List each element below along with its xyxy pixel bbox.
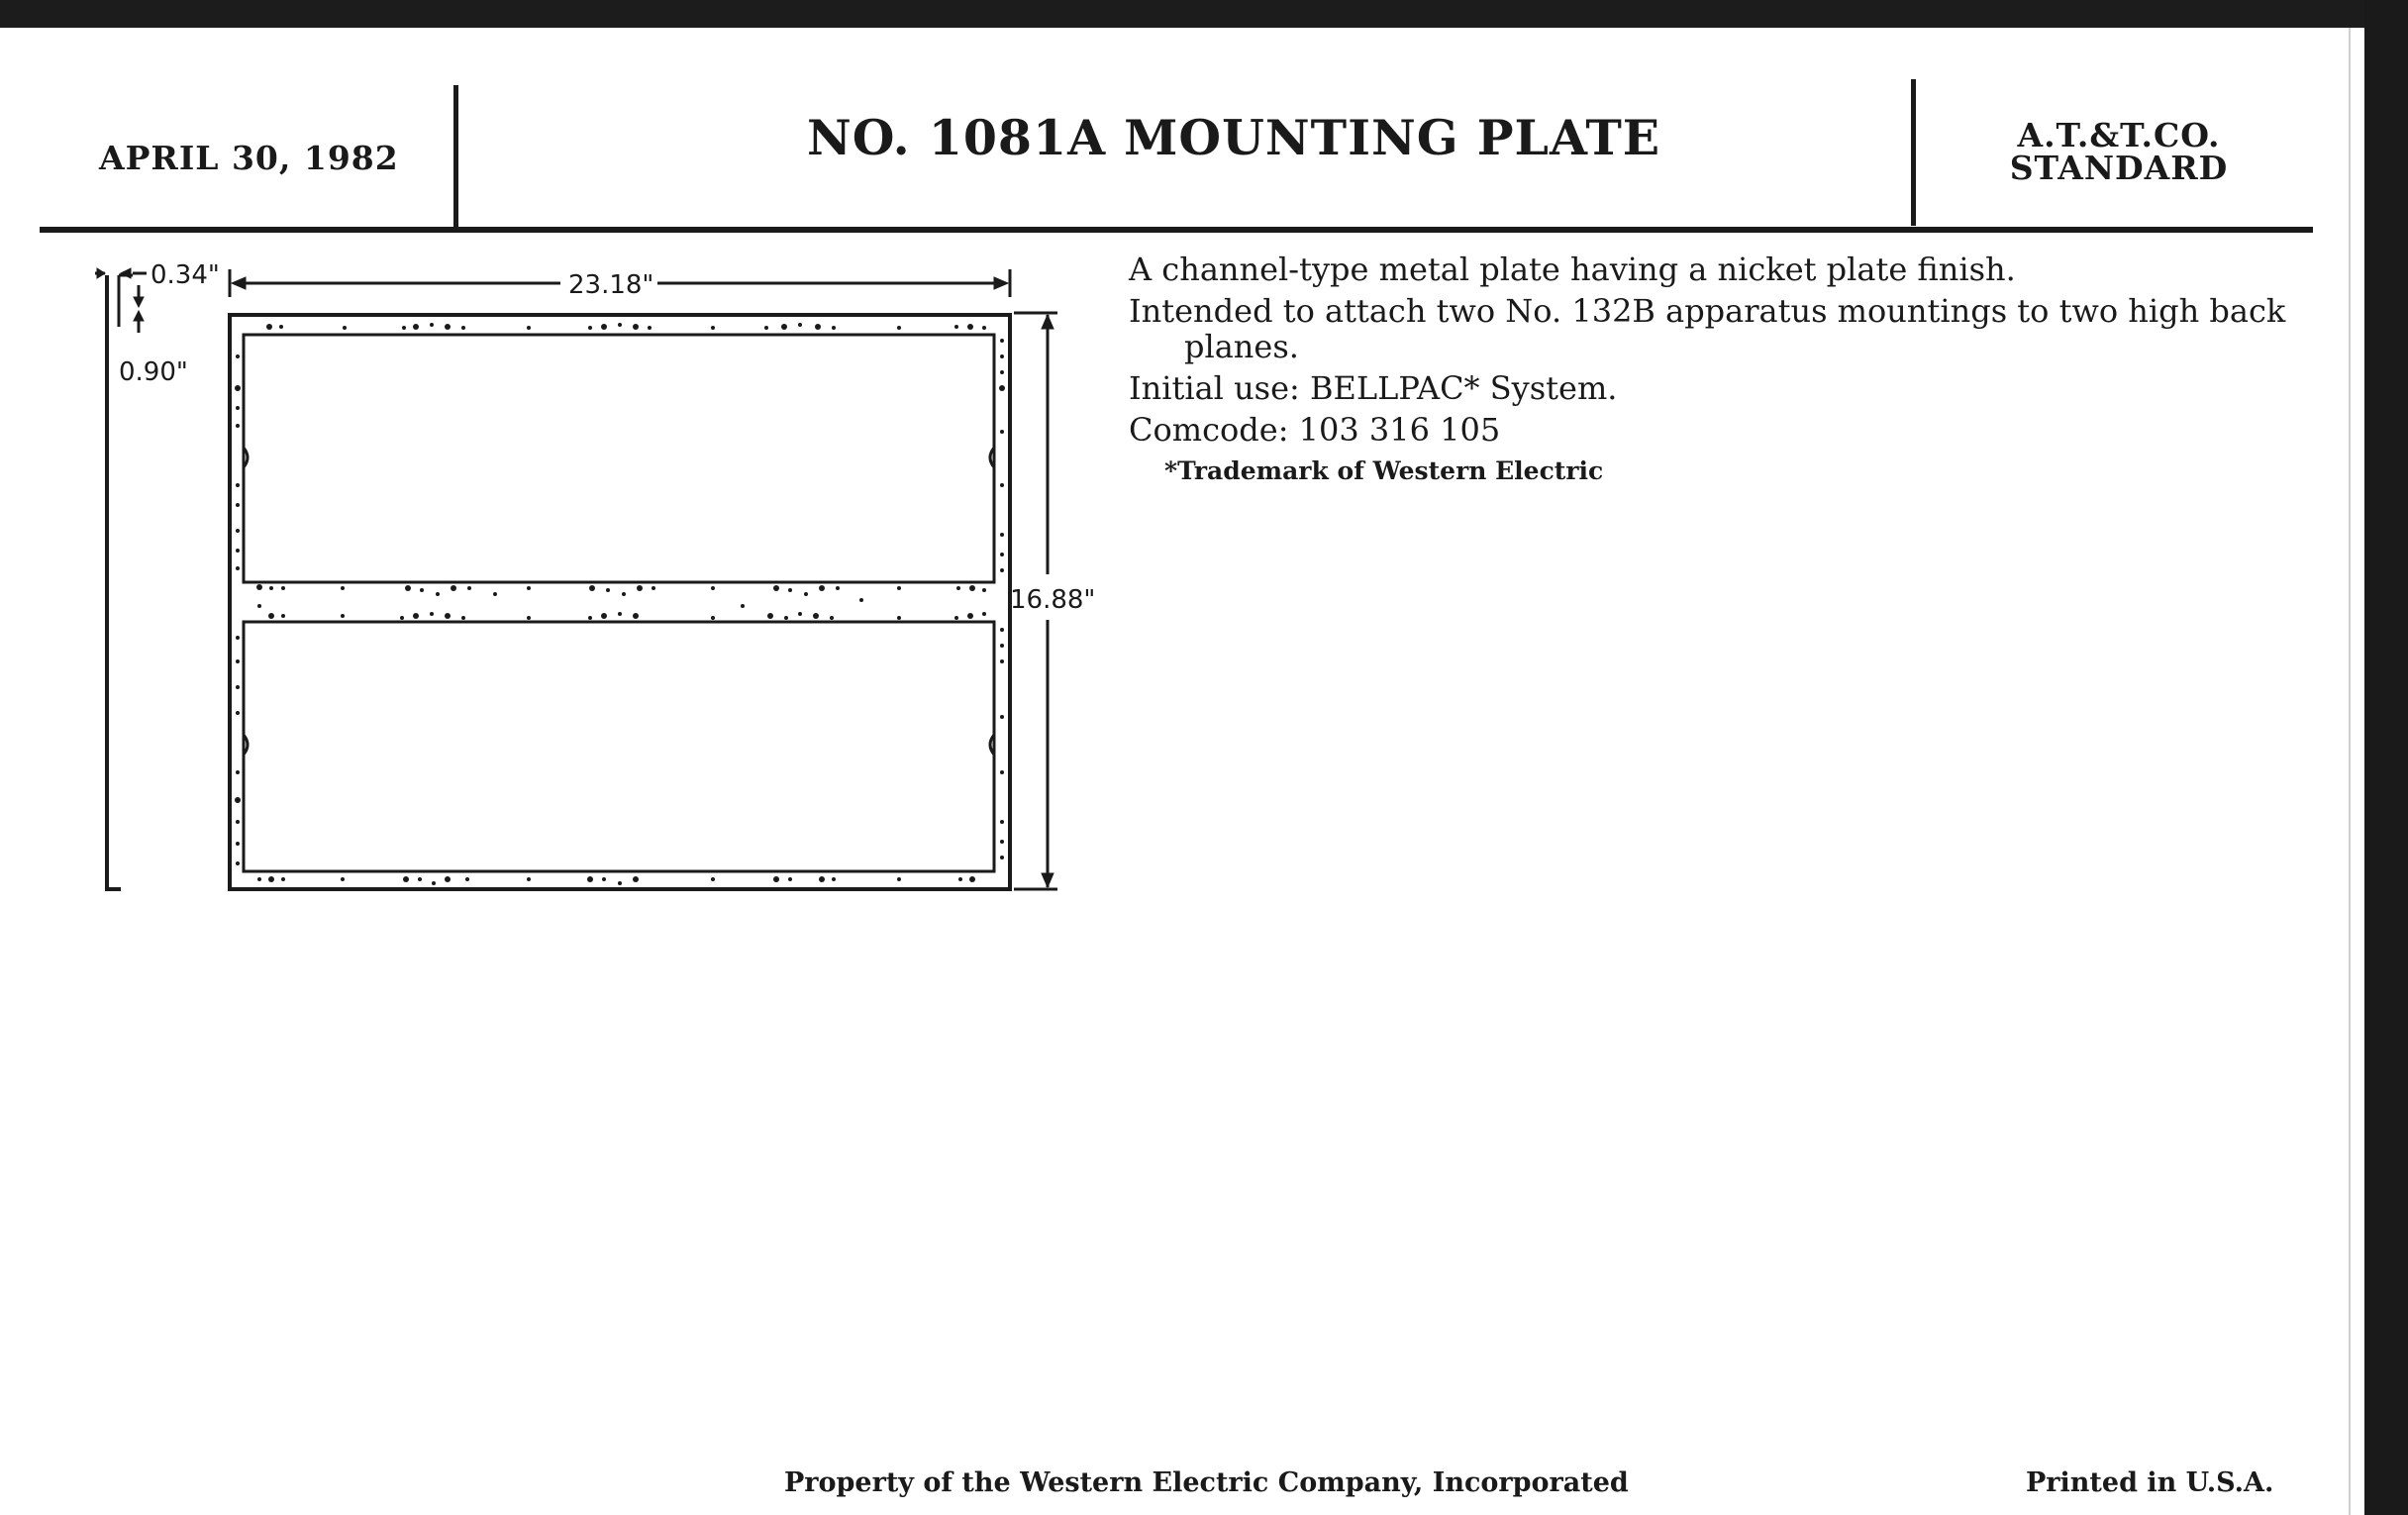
mounting-holes: [235, 323, 1005, 885]
dim-flange-width: 0.34": [150, 260, 220, 290]
issue-date: APRIL 30, 1982: [99, 139, 399, 177]
dim-height: 16.88": [1010, 585, 1096, 615]
scan-right-border: [2364, 0, 2408, 1515]
scan-top-border: [0, 0, 2408, 28]
description-line-2: Intended to attach two No. 132B apparatus mountings to two high back planes.: [1129, 292, 2286, 365]
description-block: [1129, 252, 2287, 495]
header-rule: [40, 227, 2313, 233]
plate-outline: [230, 315, 1010, 889]
page-edge-line: [2349, 28, 2351, 1515]
header-divider-right: [1911, 79, 1916, 226]
comcode: Comcode: 103 316 105: [1129, 411, 1501, 449]
trademark-note: *Trademark of Western Electric: [1164, 456, 1604, 485]
mounting-plate-drawing: [0, 238, 1109, 911]
dim-flange-depth: 0.90": [119, 357, 188, 387]
dim-width: 23.18": [568, 270, 654, 300]
printed-notice: Printed in U.S.A.: [2026, 1467, 2274, 1498]
page-title: NO. 1081A MOUNTING PLATE: [807, 109, 1661, 166]
property-notice: Property of the Western Electric Company, Incorporated: [784, 1467, 1629, 1498]
description-line-1: A channel-type metal plate having a nicket plate finish.: [1129, 251, 2016, 288]
initial-use: Initial use: BELLPAC* System.: [1129, 369, 1618, 407]
header-divider-left: [453, 85, 458, 232]
standard-block: [2000, 116, 2238, 187]
standard-line-1: A.T.&T.CO.: [2017, 116, 2221, 154]
standard-line-2: STANDARD: [2009, 149, 2229, 187]
